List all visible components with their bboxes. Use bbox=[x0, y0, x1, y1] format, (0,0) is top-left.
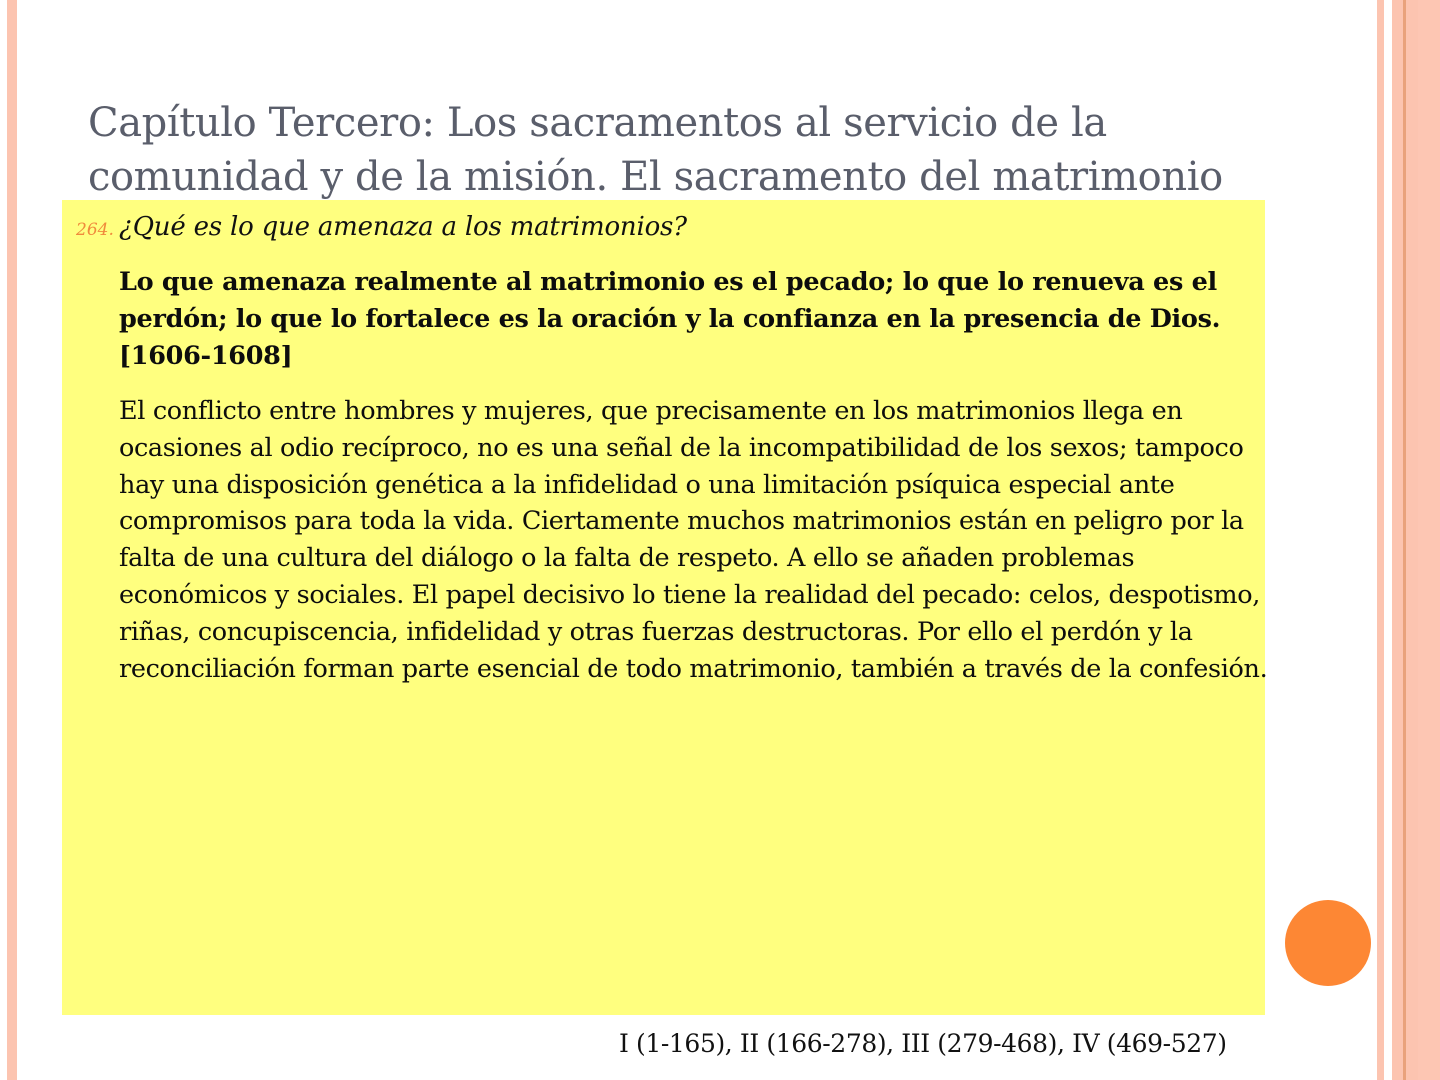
left-decorative-stripe bbox=[7, 0, 17, 1080]
question-number: 264. bbox=[76, 220, 114, 240]
answer-explanation: El conflicto entre hombres y mujeres, que precisamente en los matrimonios llega en ocasiones al odio recíproco, no es una señal de la incompatibilidad de los sexos; tampoco hay una disposición genética a la infidelidad o una limitación psíquica especial ante compromisos para toda la vida. Ciertamente muchos matrimonios están en peligro por la falta de una cultura del diálogo o la falta de respeto. A ello se añaden problemas económicos y sociales. El papel decisivo lo tiene la realidad del pecado: celos, despotismo, riñas, concupiscencia, infidelidad y otras fuerzas destructoras. Por ello el perdón y la reconciliación forman parte esencial de todo matrimonio, también a través de la confesión. bbox=[119, 396, 1268, 684]
orange-circle-decoration bbox=[1285, 900, 1371, 986]
question-heading bbox=[76, 212, 687, 242]
slide-title: Capítulo Tercero: Los sacramentos al servicio de la comunidad y de la misión. El sacramento del matrimonio bbox=[88, 100, 1223, 200]
right-decorative-stripe-thin bbox=[1377, 0, 1384, 1080]
highlight-text-box bbox=[62, 200, 1268, 1015]
right-decorative-stripe-edge bbox=[1418, 0, 1440, 1080]
footer-section-reference: I (1-165), II (166-278), III (279-468), IV (469-527) bbox=[619, 1029, 1227, 1058]
question-text: ¿Qué es lo que amenaza a los matrimonios? bbox=[118, 212, 687, 242]
answer-summary: Lo que amenaza realmente al matrimonio es el pecado; lo que lo renueva es el perdón; lo que lo fortalece es la oración y la confianza en la presencia de Dios. [1606-1608] bbox=[119, 267, 1221, 371]
right-decorative-stripe-band bbox=[1392, 0, 1403, 1080]
right-decorative-stripe-band-2 bbox=[1406, 0, 1418, 1080]
